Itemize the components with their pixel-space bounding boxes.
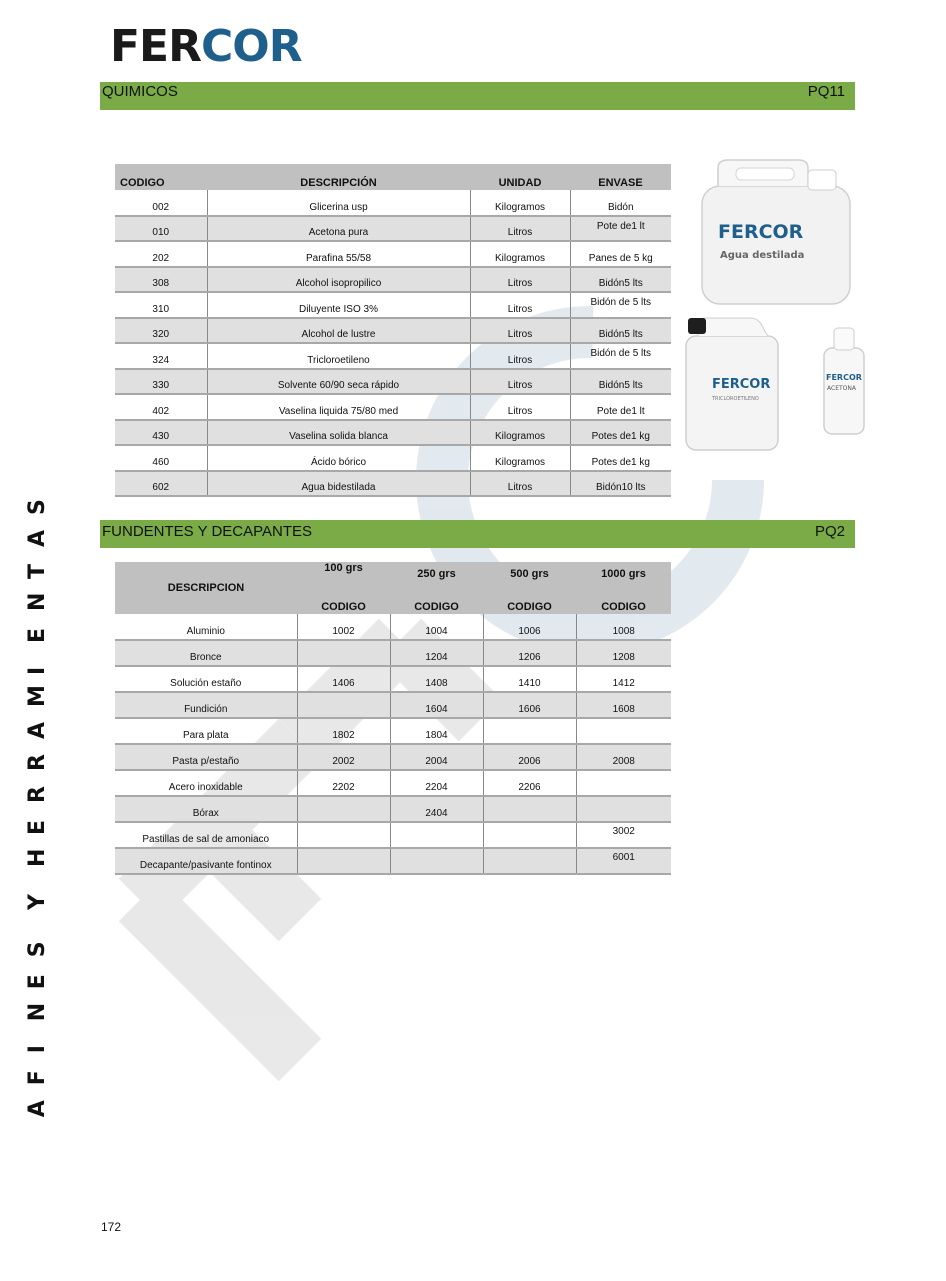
fundentes-table [115, 562, 671, 875]
header-unidad: UNIDAD [470, 164, 570, 190]
section-title: FUNDENTES Y DECAPANTES [102, 523, 313, 540]
header-envase: ENVASE [570, 164, 671, 190]
cell-container: Bidón de 5 lts [570, 292, 671, 318]
quimicos-table [115, 164, 671, 497]
table-row [115, 394, 671, 420]
side-word-y [25, 886, 51, 918]
header-codigo: CODIGO [483, 589, 576, 614]
big-label-text: Agua destilada [720, 250, 805, 261]
table-row [115, 640, 671, 666]
cell-code: 308 [115, 267, 207, 293]
cell-description: Fundición [115, 692, 297, 718]
side-letter: E [24, 974, 50, 990]
side-letter: A [24, 1100, 50, 1118]
header-size: 100 grs [297, 562, 390, 589]
table-row [115, 692, 671, 718]
cell-description: Pastillas de sal de amoniaco [115, 822, 297, 848]
side-letter: S [25, 499, 50, 515]
cell-container: Panes de 5 kg [570, 241, 671, 267]
cell-code: 1802 [297, 718, 390, 744]
table-row [115, 190, 671, 216]
cell-code: 1406 [297, 666, 390, 692]
table-row [115, 822, 671, 848]
header-size: 1000 grs [576, 562, 671, 589]
cell-code [390, 822, 483, 848]
table-row [115, 267, 671, 293]
side-letter: R [25, 754, 50, 771]
cell-code: 402 [115, 394, 207, 420]
table-row [115, 420, 671, 446]
cell-description: Acero inoxidable [115, 770, 297, 796]
cell-description: Alcohol de lustre [207, 318, 470, 344]
header-codigo: CODIGO [390, 589, 483, 614]
table-row [115, 445, 671, 471]
cell-description: Pasta p/estaño [115, 744, 297, 770]
product-containers-image [678, 158, 870, 458]
cell-container: Bidón5 lts [570, 369, 671, 395]
cell-unit: Litros [470, 471, 570, 497]
cell-container: Bidón5 lts [570, 267, 671, 293]
cell-code: 310 [115, 292, 207, 318]
cell-code: 1204 [390, 640, 483, 666]
cell-unit: Litros [470, 369, 570, 395]
side-letter: A [25, 721, 50, 739]
cell-code: 2006 [483, 744, 576, 770]
table-row [115, 718, 671, 744]
side-letter: S [24, 941, 50, 958]
cell-code [576, 796, 671, 822]
side-letter: E [25, 819, 50, 835]
cell-container: Bidón [570, 190, 671, 216]
cell-description: Bronce [115, 640, 297, 666]
side-letter: N [24, 1002, 50, 1022]
header-descripcion: DESCRIPCION [115, 562, 297, 614]
cell-code: 1412 [576, 666, 671, 692]
cell-code [483, 822, 576, 848]
cell-code: 2202 [297, 770, 390, 796]
cell-description: Parafina 55/58 [207, 241, 470, 267]
cell-description: Acetona pura [207, 216, 470, 242]
cell-unit: Litros [470, 267, 570, 293]
cell-code: 2206 [483, 770, 576, 796]
cell-description: Bórax [115, 796, 297, 822]
cell-code: 1008 [576, 614, 671, 640]
cell-description: Tricloroetileno [207, 343, 470, 369]
table-row [115, 770, 671, 796]
cell-container: Potes de1 kg [570, 445, 671, 471]
cell-description: Ácido bórico [207, 445, 470, 471]
header-codigo: CODIGO [576, 589, 671, 614]
table-row [115, 292, 671, 318]
header-codigo: CODIGO [115, 164, 207, 190]
table-row [115, 744, 671, 770]
cell-description: Glicerina usp [207, 190, 470, 216]
cell-code: 1002 [297, 614, 390, 640]
side-letter: E [25, 627, 50, 643]
cell-unit: Litros [470, 216, 570, 242]
cell-description: Para plata [115, 718, 297, 744]
cell-unit: Kilogramos [470, 190, 570, 216]
header-size: 250 grs [390, 562, 483, 589]
cell-code: 1608 [576, 692, 671, 718]
cell-container: Pote de1 lt [570, 216, 671, 242]
cell-code: 430 [115, 420, 207, 446]
cell-code: 1606 [483, 692, 576, 718]
side-letter: M [25, 685, 50, 707]
side-letter: T [25, 563, 50, 579]
cell-description: Aluminio [115, 614, 297, 640]
small-label-brand: FERCOR [826, 373, 862, 382]
table-row [115, 614, 671, 640]
cell-code [390, 848, 483, 874]
header-descripcion: DESCRIPCIÓN [207, 164, 470, 190]
cell-code: 1004 [390, 614, 483, 640]
table-row [115, 216, 671, 242]
table-row [115, 318, 671, 344]
cell-code: 1804 [390, 718, 483, 744]
cell-unit: Litros [470, 292, 570, 318]
cell-code: 320 [115, 318, 207, 344]
cell-code [483, 848, 576, 874]
cell-code: 1604 [390, 692, 483, 718]
cell-container: Pote de1 lt [570, 394, 671, 420]
side-word-afines [24, 932, 52, 1124]
side-letter: R [25, 786, 50, 803]
cell-code [297, 640, 390, 666]
cell-code: 2004 [390, 744, 483, 770]
cell-unit: Kilogramos [470, 445, 570, 471]
cell-code: 602 [115, 471, 207, 497]
cell-unit: Litros [470, 318, 570, 344]
mid-label-brand: FERCOR [712, 377, 771, 392]
section-code: PQ2 [814, 523, 845, 540]
side-letter: H [25, 848, 50, 867]
header-codigo: CODIGO [297, 589, 390, 614]
fercor-logo [110, 22, 302, 72]
cell-code: 2002 [297, 744, 390, 770]
cell-code: 3002 [576, 822, 671, 848]
side-letter: N [25, 592, 50, 611]
section-code: PQ11 [807, 83, 845, 100]
side-letter: F [24, 1070, 50, 1086]
table-row [115, 848, 671, 874]
cell-code: 202 [115, 241, 207, 267]
cell-unit: Kilogramos [470, 241, 570, 267]
cell-code: 2008 [576, 744, 671, 770]
cell-description: Solución estaño [115, 666, 297, 692]
cell-container: Bidón10 lts [570, 471, 671, 497]
header-size: 500 grs [483, 562, 576, 589]
logo-part-cor: COR [201, 21, 302, 72]
logo-part-fer: FER [110, 21, 201, 72]
cell-code: 460 [115, 445, 207, 471]
cell-code [483, 796, 576, 822]
trichloroethylene-container [686, 318, 778, 450]
cell-code: 6001 [576, 848, 671, 874]
side-category-text [24, 488, 58, 1124]
table-row [115, 241, 671, 267]
cell-code: 1206 [483, 640, 576, 666]
table-row [115, 471, 671, 497]
cell-code [576, 770, 671, 796]
side-word-herramientas [25, 488, 54, 872]
cell-code [297, 848, 390, 874]
table-row [115, 666, 671, 692]
big-label-brand: FERCOR [718, 221, 804, 243]
cell-code: 1408 [390, 666, 483, 692]
cell-description: Diluyente ISO 3% [207, 292, 470, 318]
cell-code: 1208 [576, 640, 671, 666]
cell-code [297, 692, 390, 718]
cell-container: Potes de1 kg [570, 420, 671, 446]
side-letter: A [25, 529, 50, 547]
cell-code [483, 718, 576, 744]
water-jerrycan [702, 160, 850, 304]
cell-code: 324 [115, 343, 207, 369]
side-letter: I [24, 1045, 50, 1054]
cell-description: Vaselina solida blanca [207, 420, 470, 446]
cell-code: 1006 [483, 614, 576, 640]
small-label-text: ACETONA [827, 385, 856, 392]
table-row [115, 343, 671, 369]
section-title: QUIMICOS [102, 83, 178, 100]
mid-label-text: TRICLOROETILENO [712, 396, 759, 402]
cell-code [297, 796, 390, 822]
cell-code: 002 [115, 190, 207, 216]
cell-description: Alcohol isopropilico [207, 267, 470, 293]
acetone-bottle [824, 328, 864, 434]
cell-container: Bidón de 5 lts [570, 343, 671, 369]
cell-code: 010 [115, 216, 207, 242]
cell-description: Agua bidestilada [207, 471, 470, 497]
section-bar-fundentes [100, 520, 855, 548]
cell-code: 330 [115, 369, 207, 395]
cell-code: 2204 [390, 770, 483, 796]
cell-code [297, 822, 390, 848]
cell-container: Bidón5 lts [570, 318, 671, 344]
cell-code [576, 718, 671, 744]
cell-description: Decapante/pasivante fontinox [115, 848, 297, 874]
cell-unit: Kilogramos [470, 420, 570, 446]
cell-description: Vaselina liquida 75/80 med [207, 394, 470, 420]
cell-unit: Litros [470, 343, 570, 369]
side-letter: I [25, 666, 50, 675]
page-number: 172 [101, 1220, 122, 1234]
side-letter: Y [25, 894, 50, 910]
cell-code: 1410 [483, 666, 576, 692]
table-row [115, 796, 671, 822]
table-row [115, 369, 671, 395]
cell-description: Solvente 60/90 seca rápido [207, 369, 470, 395]
cell-code: 2404 [390, 796, 483, 822]
section-bar-quimicos [100, 82, 855, 110]
cell-unit: Litros [470, 394, 570, 420]
